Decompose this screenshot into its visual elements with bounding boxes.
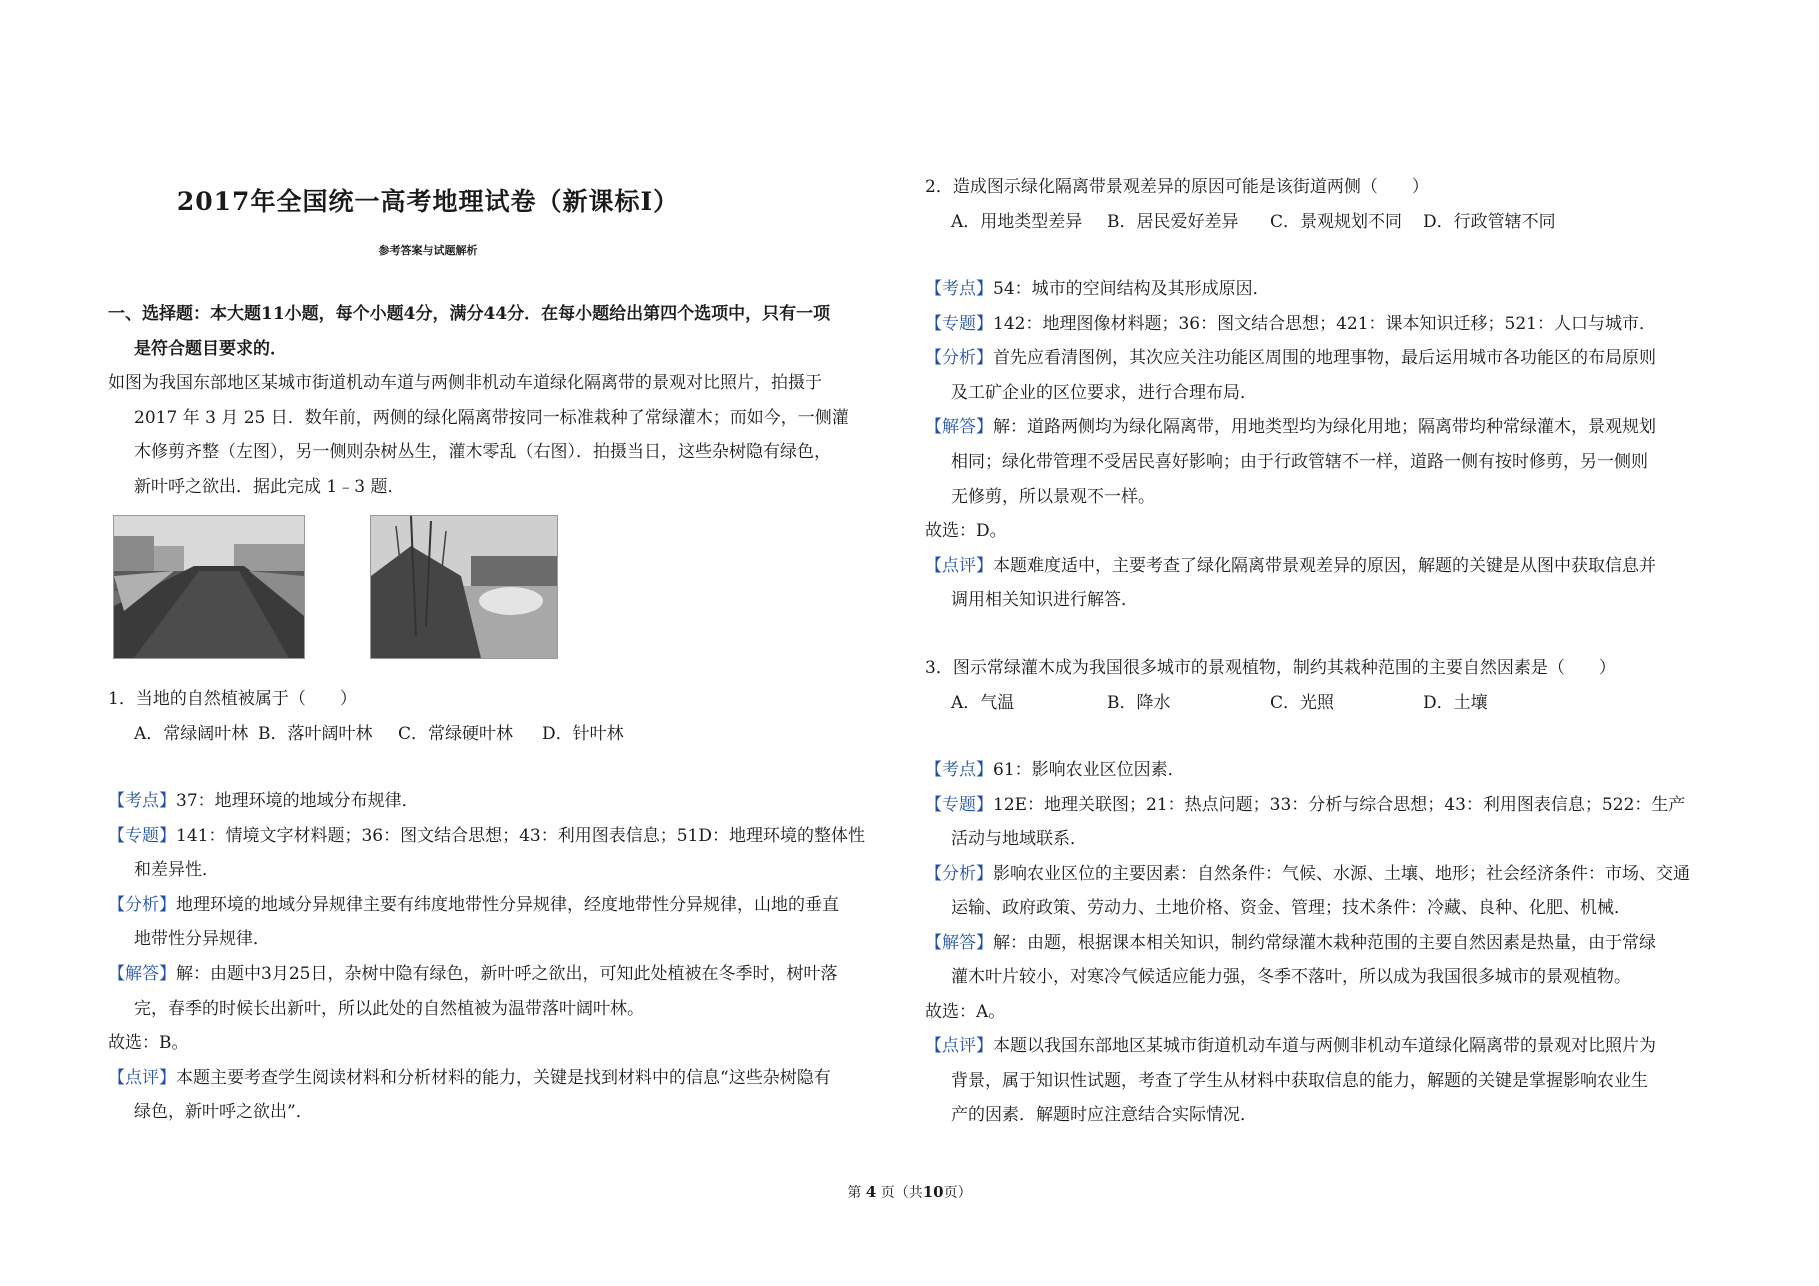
intro-text: 如图为我国东部地区某城市街道机动车道与两侧非机动车道绿化隔离带的景观对比照片，拍摄于 — [108, 373, 822, 393]
q3-dianping-cont: 产的因素．解题时应注意结合实际情况． — [951, 1105, 1257, 1125]
q3-option-b: B．降水 — [1107, 693, 1171, 713]
q3-zhuanti — [925, 794, 1685, 816]
jieda-tag: 【解答】 — [925, 417, 993, 437]
q1-zhuanti-text: 141：情境文字材料题；36：图文结合思想；43：利用图表信息；51D：地理环境的整体性 — [176, 826, 865, 846]
q2-zhuanti — [925, 313, 1656, 335]
q3-kaodian — [925, 759, 1185, 781]
q3-zhuanti-text: 12E：地理关联图；21：热点问题；33：分析与综合思想；43：利用图表信息；522：生产 — [993, 795, 1686, 815]
q2-zhuanti-text: 142：地理图像材料题；36：图文结合思想；421：课本知识迁移；521：人口与城市． — [993, 314, 1656, 334]
footer-pre: 第 — [847, 1185, 862, 1201]
q2-jieda-cont: 无修剪，所以景观不一样。 — [951, 487, 1155, 507]
q1-dianping — [108, 1067, 831, 1089]
q1-dianping-cont: 绿色，新叶呼之欲出”． — [134, 1102, 313, 1122]
q3-zhuanti-cont: 活动与地域联系． — [951, 829, 1087, 849]
intro-text: 木修剪齐整（左图），另一侧则杂树丛生，灌木零乱（右图）．拍摄当日，这些杂树隐有绿色， — [134, 442, 831, 462]
photo-trimmed-hedge — [113, 515, 305, 659]
q2-dianping — [925, 555, 1656, 577]
q2-jieda-text: 解：道路两侧均为绿化隔离带，用地类型均为绿化用地；隔离带均种常绿灌木，景观规划 — [993, 417, 1656, 437]
q2-kaodian-text: 54：城市的空间结构及其形成原因． — [993, 279, 1270, 299]
q1-jieda-cont: 完，春季的时候长出新叶，所以此处的自然植被为温带落叶阔叶林。 — [134, 999, 644, 1019]
q2-option-b: B．居民爱好差异 — [1107, 212, 1239, 232]
q2-option-c: C．景观规划不同 — [1270, 212, 1403, 232]
q2-stem: 2．造成图示绿化隔离带景观差异的原因可能是该街道两侧（ ） — [925, 177, 1429, 197]
q2-option-d: D．行政管辖不同 — [1423, 212, 1556, 232]
q1-kaodian-text: 37：地理环境的地域分布规律． — [176, 791, 419, 811]
q2-jieda — [925, 416, 1656, 438]
q1-stem: 1．当地的自然植被属于（ ） — [108, 689, 357, 709]
q3-option-d: D．土壤 — [1423, 693, 1488, 713]
jieda-tag: 【解答】 — [108, 964, 176, 984]
section-heading-cont: 是符合题目要求的． — [134, 339, 287, 359]
q1-fenxi-text: 地理环境的地域分异规律主要有纬度地带性分异规律，经度地带性分异规律，山地的垂直 — [176, 895, 839, 915]
fenxi-tag: 【分析】 — [925, 348, 993, 368]
section-heading: 一、选择题：本大题11小题，每个小题4分，满分44分．在每小题给出第四个选项中，只有一项 — [108, 304, 831, 324]
kaodian-tag: 【考点】 — [108, 791, 176, 811]
q3-option-a: A．气温 — [951, 693, 1015, 713]
q2-fenxi-cont: 及工矿企业的区位要求，进行合理布局． — [951, 383, 1257, 403]
q1-zhuanti — [108, 825, 865, 847]
q2-jieda-cont: 相同；绿化带管理不受居民喜好影响；由于行政管辖不一样，道路一侧有按时修剪，另一侧则 — [951, 452, 1648, 472]
jieda-tag: 【解答】 — [925, 933, 993, 953]
q3-kaodian-text: 61：影响农业区位因素． — [993, 760, 1185, 780]
q3-jieda-cont: 灌木叶片较小，对寒冷气候适应能力强，冬季不落叶，所以成为我国很多城市的景观植物。 — [951, 967, 1631, 987]
footer-page-number: 4 — [865, 1183, 877, 1201]
q3-dianping — [925, 1035, 1656, 1057]
q1-option-c: C．常绿硬叶林 — [398, 724, 514, 744]
q1-dianping-text: 本题主要考查学生阅读材料和分析材料的能力，关键是找到材料中的信息“这些杂树隐有 — [176, 1068, 831, 1088]
q3-stem: 3．图示常绿灌木成为我国很多城市的景观植物，制约其栽种范围的主要自然因素是（ ） — [925, 658, 1616, 678]
intro-text: 新叶呼之欲出．据此完成 1﹣3 题． — [134, 477, 405, 497]
q2-answer: 故选：D。 — [925, 521, 1007, 541]
q1-fenxi-cont: 地带性分异规律． — [134, 929, 270, 949]
q2-kaodian — [925, 278, 1270, 300]
photo-overgrown-hedge — [370, 515, 558, 659]
q1-jieda-text: 解：由题中3月25日，杂树中隐有绿色，新叶呼之欲出，可知此处植被在冬季时，树叶落 — [176, 964, 838, 984]
q1-answer: 故选：B。 — [108, 1033, 189, 1053]
kaodian-tag: 【考点】 — [925, 279, 993, 299]
q3-jieda-text: 解：由题，根据课本相关知识，制约常绿灌木栽种范围的主要自然因素是热量，由于常绿 — [993, 933, 1656, 953]
q2-fenxi-text: 首先应看清图例，其次应关注功能区周围的地理事物，最后运用城市各功能区的布局原则 — [993, 348, 1656, 368]
zhuanti-tag: 【专题】 — [108, 826, 176, 846]
q3-dianping-cont: 背景，属于知识性试题，考查了学生从材料中获取信息的能力，解题的关键是掌握影响农业生 — [951, 1071, 1648, 1091]
dianping-tag: 【点评】 — [108, 1068, 176, 1088]
q2-option-a: A．用地类型差异 — [951, 212, 1083, 232]
q3-fenxi-text: 影响农业区位的主要因素：自然条件：气候、水源、土壤、地形；社会经济条件：市场、交通 — [993, 864, 1690, 884]
zhuanti-tag: 【专题】 — [925, 314, 993, 334]
q2-dianping-cont: 调用相关知识进行解答． — [951, 590, 1138, 610]
fenxi-tag: 【分析】 — [925, 864, 993, 884]
footer-total-pages: 10 — [922, 1183, 944, 1201]
q1-option-b: B．落叶阔叶林 — [258, 724, 373, 744]
q3-dianping-text: 本题以我国东部地区某城市街道机动车道与两侧非机动车道绿化隔离带的景观对比照片为 — [993, 1036, 1656, 1056]
intro-text: 2017 年 3 月 25 日．数年前，两侧的绿化隔离带按同一标准栽种了常绿灌木；而如今，一侧灌 — [134, 408, 849, 428]
q3-jieda — [925, 932, 1656, 954]
q3-answer: 故选：A。 — [925, 1002, 1006, 1022]
fenxi-tag: 【分析】 — [108, 895, 176, 915]
q1-option-a: A．常绿阔叶林 — [134, 724, 249, 744]
q3-fenxi — [925, 863, 1690, 885]
q1-kaodian — [108, 790, 419, 812]
footer-mid: 页（共 — [880, 1185, 923, 1201]
q3-fenxi-cont: 运输、政府政策、劳动力、土地价格、资金、管理；技术条件：冷藏、良种、化肥、机械． — [951, 898, 1631, 918]
q1-fenxi — [108, 894, 839, 916]
page-subtitle: 参考答案与试题解析 — [378, 244, 478, 257]
page-title: 2017年全国统一高考地理试卷（新课标Ⅰ） — [176, 187, 680, 216]
dianping-tag: 【点评】 — [925, 556, 993, 576]
q3-option-c: C．光照 — [1270, 693, 1335, 713]
zhuanti-tag: 【专题】 — [925, 795, 993, 815]
q2-dianping-text: 本题难度适中，主要考查了绿化隔离带景观差异的原因，解题的关键是从图中获取信息并 — [993, 556, 1656, 576]
q1-jieda — [108, 963, 837, 985]
q1-zhuanti-cont: 和差异性． — [134, 860, 219, 880]
q1-option-d: D．针叶林 — [542, 724, 624, 744]
dianping-tag: 【点评】 — [925, 1036, 993, 1056]
page-footer — [0, 1182, 1819, 1202]
kaodian-tag: 【考点】 — [925, 760, 993, 780]
q2-fenxi — [925, 347, 1656, 369]
footer-post: 页） — [943, 1185, 972, 1201]
